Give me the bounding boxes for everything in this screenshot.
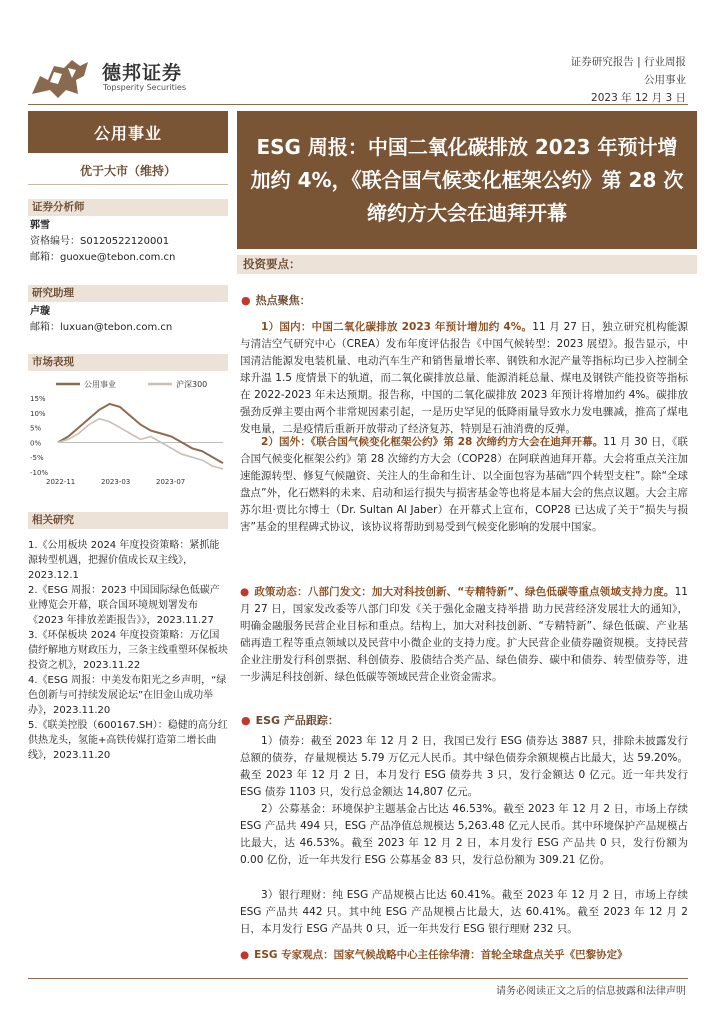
assistant-name: 卢璇 xyxy=(30,306,50,317)
series-line xyxy=(58,419,223,469)
domestic-head: 1）国内：中国二氧化碳排放 2023 年预计增加约 4%。 xyxy=(261,321,533,333)
analyst-section-head: 证券分析师 xyxy=(28,199,228,216)
domestic-body: 11 月 27 日，独立研究机构能源与清洁空气研究中心（CREA）发布年度评估报告《中国气候转型：2023 展望》。报告显示，中国清洁能源发电装机量、电动汽车生产和销售量增长率、钢铁和水泥产量等指标均已步入控制全球升温 1.5 度情景下的轨道，而二氧化碳排放总量、能源消耗总量、煤电及钢铁产能投资等指标在 2022-2023 年未达预期。报告称，中国的二氧化碳排放 2023 年预计将增加约 4%。碳排放强劲反弹主要由两个非常规因素引起，一是历史罕见的低降雨量导致水力发电骤减，推高了煤电发电量，二是疫情后重新开放带动了经济复苏，特别是石油消费的反弹。 xyxy=(240,321,689,435)
report-type: 证券研究报告 | 行业周报 xyxy=(570,56,686,68)
bullet-icon: ● xyxy=(240,586,250,598)
paragraph-international xyxy=(240,434,688,536)
analyst-info xyxy=(30,218,228,266)
paragraph-esg-wealth: 3）银行理财：纯 ESG 产品规模占比达 60.41%。截至 2023 年 12 月 2 日，市场上存续 ESG 产品共 442 只。其中纯 ESG 产品规模占比最大，达 60.41%。截至 2023 年 12 月 2 日，本月发行 ESG 产品共 0 只，近一年共发行 ESG 银行理财 232 只。 xyxy=(240,889,689,935)
policy-body: 11 月 27 日，国家发改委等八部门印发《关于强化金融支持举措 助力民营经济发展壮大的通知》，明确金融服务民营企业目标和重点。结构上，加大对科技创新、“专精特新”、绿色低碳、产业基础再造工程等重点领域以及民营中小微企业的支持力度。扩大民营企业债券融资规模。支持民营企业注册发行科创票据、科创债券、股债结合类产品、绿色债券、碳中和债券、转型债券等，进一步满足科技创新、绿色低碳等领域民营企业资金需求。 xyxy=(240,586,688,683)
market-performance-chart xyxy=(28,376,228,486)
y-tick-label: -10% xyxy=(30,469,49,477)
bullet-icon: ● xyxy=(240,949,250,961)
legend-label: 公用事业 xyxy=(84,380,116,389)
x-tick-label: 2022-11 xyxy=(46,478,76,486)
paragraph-policy xyxy=(240,584,688,686)
report-sector: 公用事业 xyxy=(644,74,686,86)
y-tick-label: 15% xyxy=(30,395,46,403)
series-line xyxy=(58,404,223,463)
report-title: ESG 周报：中国二氧化碳排放 2023 年预计增加约 4%，《联合国气候变化框架公约》第 28 次缔约方大会在迪拜开幕 xyxy=(237,111,697,249)
rating: 优于大市（维持） xyxy=(79,164,176,178)
related-item[interactable]: 2.《ESG 周报：2023 中国国际绿色低碳产业博览会开幕，联合国环境规划署发布《2023 年排放差距报告》》，2023.11.27 xyxy=(28,585,220,626)
y-tick-label: 5% xyxy=(30,424,42,433)
y-tick-label: 10% xyxy=(30,409,46,418)
international-body: 11 月 30 日，《联合国气候变化框架公约》第 28 次缔约方大会（COP28）在阿联酋迪拜开幕。大会将重点关注加速能源转型、修复气候融资、关注人的生命和生计、以全面包容为基础“四个转型支柱”。除“全球盘点”外，化石燃料的未来、启动和运行损失与损害基金等也将是本届大会的焦点议题。大会主席苏尔坦·贾比尔博士（Dr. Sultan Al Jaber）在开幕式上宣布，COP28 已达成了关于“损失与损害”基金的里程碑式协议，该协议将帮助到易受到气候变化影响的发展中国家。 xyxy=(240,436,688,533)
related-research-list xyxy=(28,538,228,763)
paragraph-esg-funds: 2）公募基金：环境保护主题基金占比达 46.53%。截至 2023 年 12 月 2 日，市场上存续 ESG 产品共 494 只，ESG 产品净值总规模达 5,263.48 亿元人民币。其中环境保护产品规模占比最大，达 46.53%。截至 2023 年 12 月 2 日，本月发行 ESG 产品共 0 只，发行份额为 0.00 亿份，近一年共发行 ESG 公募基金 83 只，发行总份额为 309.21 亿份。 xyxy=(240,803,688,866)
related-item[interactable]: 5.《联美控股（600167.SH）：稳健的高分红供热龙头，氢能+高铁传媒打造第二增长曲线》，2023.11.20 xyxy=(28,720,228,761)
market-section-head: 市场表现 xyxy=(28,354,228,371)
expert-view xyxy=(240,947,688,964)
assistant-email[interactable]: 邮箱：luxuan@tebon.com.cn xyxy=(30,322,173,333)
header-divider xyxy=(28,104,688,105)
paragraph-domestic xyxy=(240,319,688,438)
x-tick-label: 2023-07 xyxy=(156,478,186,486)
bullet-icon: ● xyxy=(241,294,251,307)
expert-head: ESG 专家观点：国家气候战略中心主任徐华清：首轮全球盘点关乎《巴黎协定》 xyxy=(254,949,628,961)
paragraph-esg-bonds: 1）债券：截至 2023 年 12 月 2 日，我国已发行 ESG 债券达 3887 只，排除未披露发行总额的债券，存量规模达 5.79 万亿元人民币。其中绿色债券余额规模占比最大，达 59.20%。截至 2023 年 12 月 2 日，本月发行 ESG 债券共 3 只，发行金额达 0 亿元。近一年共发行 ESG 债券 1103 只，发行总金额达 14,807 亿元。 xyxy=(240,735,688,798)
analyst-cert: 资格编号：S0120522120001 xyxy=(30,236,170,247)
sector-box: 公用事业 xyxy=(28,111,228,153)
related-section-head: 相关研究 xyxy=(28,512,228,529)
related-item[interactable]: 3.《环保板块 2024 年度投资策略：万亿国债纾解地方财政压力，三条主线重塑环保板块投资之机》，2023.11.22 xyxy=(28,630,228,671)
hot-topics-label: 热点聚焦： xyxy=(255,294,311,307)
report-meta xyxy=(571,53,686,107)
related-item[interactable]: 1.《公用板块 2024 年度投资策略：紧抓能源转型机遇，把握价值成长双主线》，2023.12.1 xyxy=(28,540,220,581)
y-tick-label: -5% xyxy=(30,454,44,463)
invest-points-head: 投资要点： xyxy=(237,255,697,274)
analyst-email[interactable]: 邮箱：guoxue@tebon.com.cn xyxy=(30,252,176,263)
bullet-icon: ● xyxy=(241,714,251,727)
brand-logo-icon xyxy=(28,54,94,104)
assistant-info xyxy=(30,304,228,336)
policy-head: 政策动态：八部门发文：加大对科技创新、“专精特新”、绿色低碳等重点领域支持力度。 xyxy=(254,586,675,598)
brand-name-en: Topsperity Securities xyxy=(103,83,187,92)
disclaimer-note: 请务必阅读正文之后的信息披露和法律声明 xyxy=(496,986,686,997)
x-tick-label: 2023-03 xyxy=(101,478,131,486)
legend-label: 沪深300 xyxy=(176,380,208,389)
hot-topics-head xyxy=(241,292,311,308)
brand-name: 德邦证券 xyxy=(102,62,183,84)
analyst-name: 郭雪 xyxy=(30,220,50,231)
esg-tracking-head xyxy=(241,712,339,728)
rating-divider xyxy=(28,184,228,185)
footer-divider xyxy=(28,978,688,979)
assistant-section-head: 研究助理 xyxy=(28,285,228,302)
report-date: 2023 年 12 月 3 日 xyxy=(591,92,686,104)
esg-tracking-label: ESG 产品跟踪： xyxy=(255,714,339,727)
related-item[interactable]: 4.《ESG 周报：中美发布阳光之乡声明，“绿色创新与可持续发展论坛”在旧金山成功举办》，2023.11.20 xyxy=(28,675,227,716)
y-tick-label: 0% xyxy=(30,439,42,448)
international-head: 2）国外：《联合国气候变化框架公约》第 28 次缔约方大会在迪拜开幕。 xyxy=(261,436,604,448)
